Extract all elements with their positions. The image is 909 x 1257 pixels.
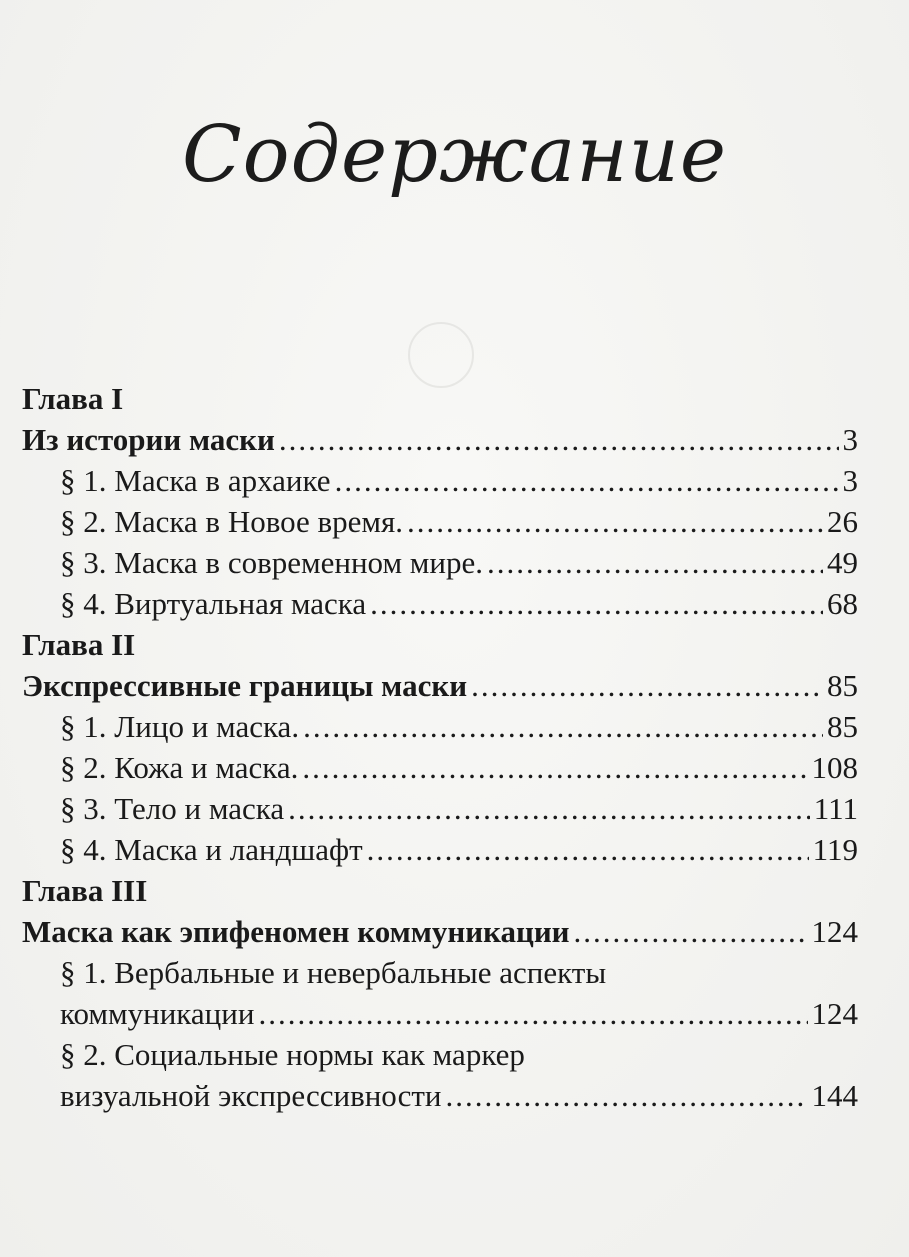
dot-leader <box>407 501 823 542</box>
toc-item-entry[interactable]: § 4. Виртуальная маска ..... 68 <box>22 583 858 624</box>
toc-chapter-heading: Глава II <box>22 627 136 662</box>
toc-item-entry[interactable]: § 2. Кожа и маска. ..... 108 <box>22 747 858 788</box>
dot-leader <box>574 911 808 952</box>
dot-leader <box>302 747 807 788</box>
dot-leader <box>288 788 810 829</box>
toc-item-entry-tail[interactable]: коммуникации ..... 124 <box>22 993 858 1034</box>
toc-item-entry[interactable]: § 3. Тело и маска ..... 111 <box>22 788 858 829</box>
dot-leader <box>367 829 809 870</box>
toc-item-entry-head[interactable]: § 1. Вербальные и невербальные аспекты <box>60 955 607 990</box>
toc-chapter-heading: Глава I <box>22 381 124 416</box>
dot-leader <box>370 583 823 624</box>
toc-item-entry[interactable]: § 1. Маска в архаике ..... 3 <box>22 460 858 501</box>
dot-leader <box>471 665 823 706</box>
dot-leader <box>335 460 839 501</box>
page-number: 68 <box>827 586 858 621</box>
dot-leader <box>279 419 839 460</box>
toc-section-entry[interactable]: Экспрессивные границы маски ..... 85 <box>22 665 858 706</box>
toc-section-entry[interactable]: Из истории маски ..... 3 <box>22 419 858 460</box>
page-number: 26 <box>827 504 858 539</box>
dot-leader <box>303 706 823 747</box>
page-number: 108 <box>811 750 858 785</box>
page-number: 119 <box>812 832 858 867</box>
toc-item-entry-tail[interactable]: визуальной экспрессивности ..... 144 <box>22 1075 858 1116</box>
page-number: 124 <box>811 996 858 1031</box>
toc-item-entry[interactable]: § 3. Маска в современном мире. ..... 49 <box>22 542 858 583</box>
toc-item-entry[interactable]: § 4. Маска и ландшафт ..... 119 <box>22 829 858 870</box>
toc-chapter-heading: Глава III <box>22 873 148 908</box>
page-number: 124 <box>811 914 858 949</box>
table-of-contents <box>22 378 858 1116</box>
page-number: 49 <box>827 545 858 580</box>
toc-item-entry[interactable]: § 1. Лицо и маска. ..... 85 <box>22 706 858 747</box>
toc-item-entry-head[interactable]: § 2. Социальные нормы как маркер <box>60 1037 525 1072</box>
page-number: 85 <box>827 709 858 744</box>
toc-item-entry[interactable]: § 2. Маска в Новое время. ..... 26 <box>22 501 858 542</box>
dot-leader <box>258 993 807 1034</box>
page-number: 3 <box>842 422 858 457</box>
dot-leader <box>445 1075 807 1116</box>
page-number: 3 <box>842 463 858 498</box>
page-title: Содержание <box>181 110 728 201</box>
page-number: 111 <box>813 791 858 826</box>
dot-leader <box>487 542 823 583</box>
page-number: 85 <box>827 668 858 703</box>
toc-section-entry[interactable]: Маска как эпифеномен коммуникации ..... 124 <box>22 911 858 952</box>
page-number: 144 <box>811 1078 858 1113</box>
